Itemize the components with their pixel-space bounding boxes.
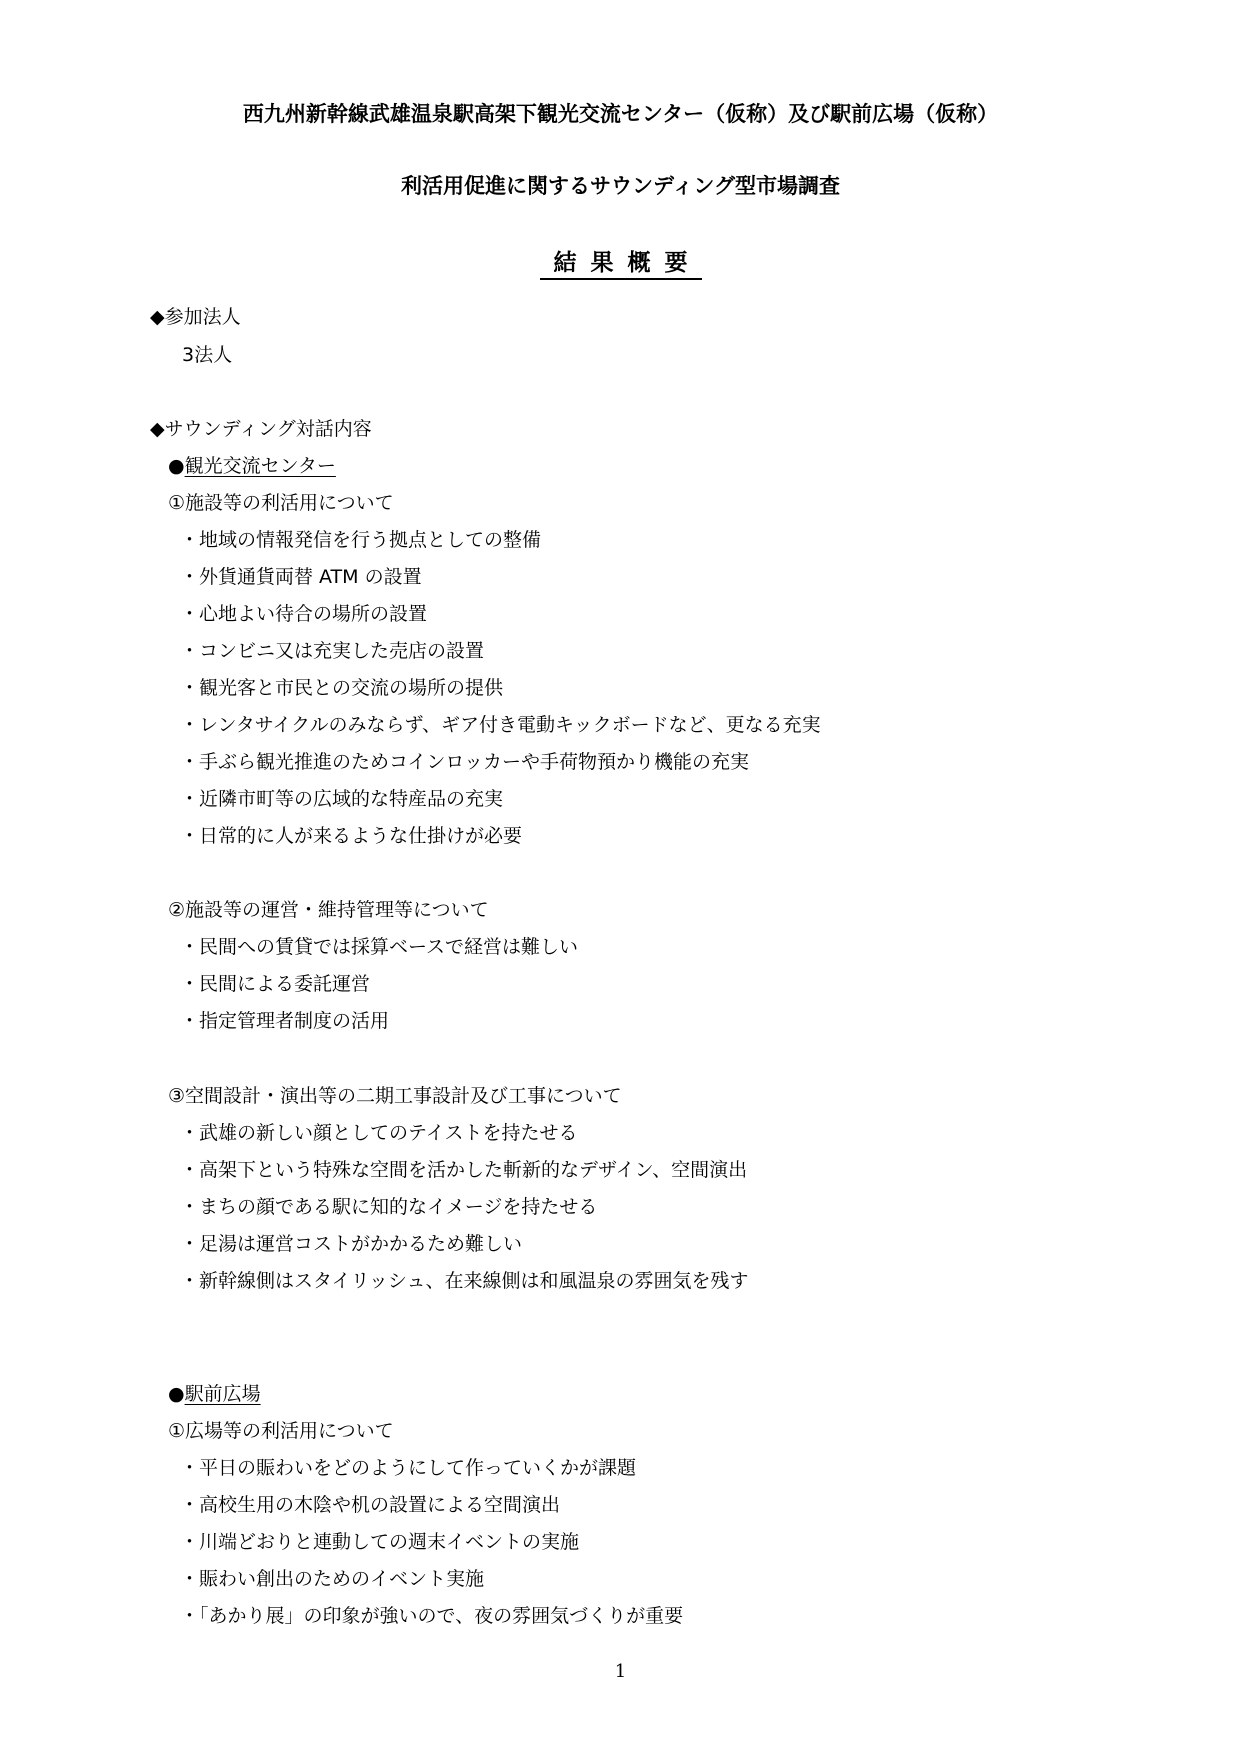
page-number: 1 (614, 1661, 627, 1682)
list-item: ・高架下という特殊な空間を活かした斬新的なデザイン、空間演出 (180, 1159, 748, 1181)
center-title: 観光交流センター (184, 455, 336, 477)
center-section-1-title: ①施設等の利活用について (168, 492, 394, 514)
plaza-section-1-title: ①広場等の利活用について (168, 1420, 394, 1442)
list-item: ・コンビニ又は充実した売店の設置 (180, 640, 485, 662)
section-heading (0, 248, 1241, 278)
plaza-heading (168, 1381, 261, 1407)
center-section-2-title: ②施設等の運営・維持管理等について (168, 899, 489, 921)
center-bullet: ● (168, 455, 185, 477)
list-item: ・賑わい創出のためのイベント実施 (180, 1568, 485, 1590)
list-item: ・高校生用の木陰や机の設置による空間演出 (180, 1494, 561, 1516)
list-item: ・民間への賃貸では採算ベースで経営は難しい (180, 936, 579, 958)
list-item: ・手ぶら観光推進のためコインロッカーや手荷物預かり機能の充実 (180, 751, 750, 773)
plaza-bullet: ● (168, 1383, 185, 1405)
list-item: ・心地よい待合の場所の設置 (180, 603, 428, 625)
heading-text: 結果概要 (540, 250, 702, 280)
list-item: ・まちの顔である駅に知的なイメージを持たせる (180, 1196, 598, 1218)
list-item: ・地域の情報発信を行う拠点としての整備 (180, 529, 542, 551)
list-item: ・指定管理者制度の活用 (180, 1010, 390, 1032)
list-item: ・足湯は運営コストがかかるため難しい (180, 1233, 523, 1255)
list-item: ・観光客と市民との交流の場所の提供 (180, 677, 504, 699)
list-item: ・平日の賑わいをどのようにして作っていくかが課題 (180, 1457, 637, 1479)
dialogue-label: ◆サウンディング対話内容 (150, 418, 372, 440)
list-item: ・武雄の新しい顔としてのテイストを持たせる (180, 1122, 578, 1144)
participants-label: ◆参加法人 (150, 306, 241, 328)
list-item: ・民間による委託運営 (180, 973, 371, 995)
list-item: ・近隣市町等の広域的な特産品の充実 (180, 788, 504, 810)
center-heading (168, 453, 336, 479)
participants-value: 3法人 (182, 344, 233, 366)
document-subtitle: 利活用促進に関するサウンディング型市場調査 (401, 174, 840, 198)
document-title: 西九州新幹線武雄温泉駅高架下観光交流センター（仮称）及び駅前広場（仮称） (242, 102, 999, 126)
list-item: ・外貨通貨両替 ATM の設置 (180, 566, 422, 588)
plaza-title: 駅前広場 (184, 1383, 261, 1405)
list-item: ・「あかり展」の印象が強いので、夜の雰囲気づくりが重要 (180, 1605, 684, 1627)
center-section-3-title: ③空間設計・演出等の二期工事設計及び工事について (168, 1085, 622, 1107)
list-item: ・レンタサイクルのみならず、ギア付き電動キックボードなど、更なる充実 (180, 714, 821, 736)
list-item: ・川端どおりと連動しての週末イベントの実施 (180, 1531, 580, 1553)
list-item: ・日常的に人が来るような仕掛けが必要 (180, 825, 523, 847)
list-item: ・新幹線側はスタイリッシュ、在来線側は和風温泉の雰囲気を残す (180, 1270, 749, 1292)
